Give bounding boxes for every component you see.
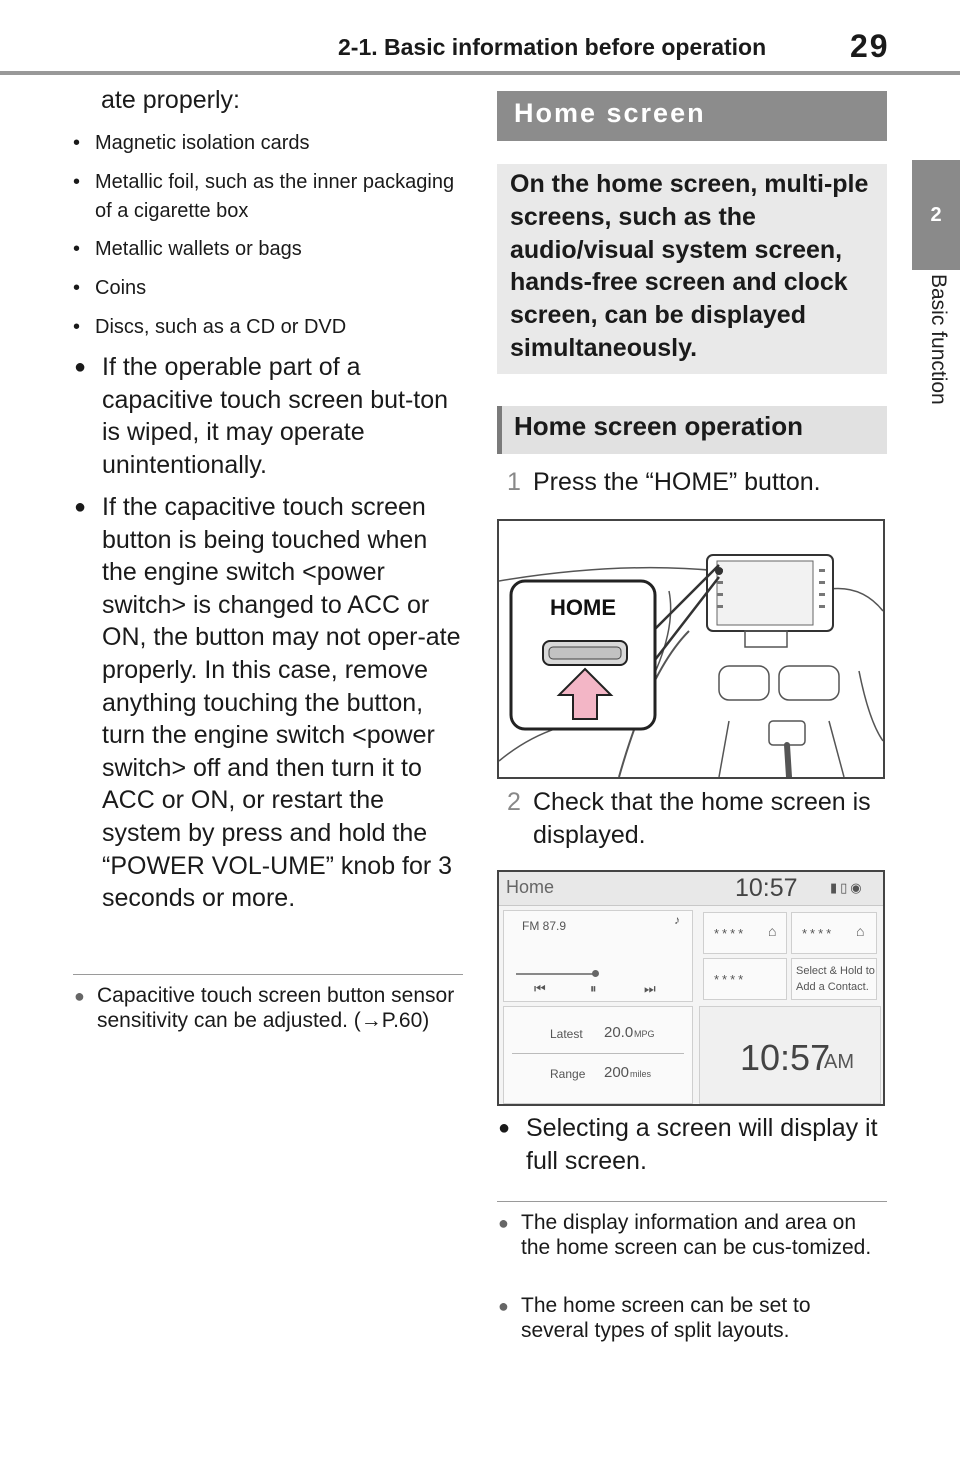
eco-panel[interactable]	[503, 1006, 693, 1104]
bullet-icon: •	[73, 171, 81, 193]
contact-name: ****	[714, 972, 747, 987]
note-divider	[73, 974, 463, 975]
am-indicator: AM	[824, 1051, 854, 1073]
add-contact-line2: Add a Contact.	[796, 981, 869, 993]
list-item-text: Metallic foil, such as the inner packaging of a cigarette box	[95, 171, 455, 222]
clock-panel[interactable]	[699, 1006, 881, 1104]
paragraph-text: If the operable part of a capacitive touch screen but-ton is wiped, it may operate unintentionally.	[102, 353, 449, 479]
latest-label: Latest	[550, 1027, 583, 1041]
section-intro: On the home screen, multi-ple screens, such as the audio/visual system screen, hands-free screen and clock screen, can be displayed simultaneously.	[497, 164, 887, 374]
next-icon[interactable]: ⏭	[644, 981, 656, 996]
note-bullet-icon: ●	[498, 1296, 509, 1316]
home-icon: ⌂	[856, 923, 865, 939]
home-button-label: HOME	[550, 595, 616, 620]
bullet-icon: •	[73, 132, 81, 154]
step-number: 2	[507, 788, 521, 816]
note-bullet-icon: ●	[498, 1213, 509, 1233]
step-text: Check that the home screen is displayed.	[533, 788, 871, 849]
note-bullet-icon: ●	[74, 986, 85, 1006]
favorite-contact-3[interactable]	[703, 958, 787, 1000]
audio-panel[interactable]	[503, 910, 693, 1002]
header-rule	[0, 71, 960, 75]
list-item-text: Metallic wallets or bags	[95, 238, 302, 260]
paragraph-text: Selecting a screen will display it full screen.	[526, 1114, 878, 1175]
eco-divider	[512, 1053, 684, 1054]
bullet-icon: •	[73, 316, 81, 338]
note-text: The home screen can be set to several types of split layouts.	[521, 1294, 811, 1342]
range-unit: miles	[630, 1069, 652, 1079]
add-contact-slot[interactable]	[791, 958, 877, 1000]
latest-unit: MPG	[634, 1029, 655, 1039]
paragraph-text: If the capacitive touch screen button is being touched when the engine switch <power switch> is changed to ACC or ON, the button may not oper-ate properly. In this case, remove anything touching the button, turn the engine switch <power switch> off and then turn it to ACC or ON, or restart the system by press and hold the “POWER VOL-UME” knob for 3 seconds or more.	[102, 493, 461, 913]
favorite-contact-1[interactable]	[703, 912, 787, 954]
range-label: Range	[550, 1067, 586, 1081]
status-clock: 10:57	[735, 874, 798, 902]
subsection-title: Home screen operation	[497, 406, 887, 454]
note-text: The display information and area on the home screen can be cus-tomized.	[521, 1211, 872, 1259]
circle-bullet-icon: ●	[498, 1117, 511, 1139]
dashboard-illustration	[499, 521, 883, 777]
progress-knob	[592, 970, 599, 977]
music-note-icon: ♪	[674, 913, 680, 927]
latest-value: 20.0	[604, 1024, 634, 1041]
bullet-icon: •	[73, 238, 81, 260]
page-number: 29	[850, 28, 890, 64]
circle-bullet-icon: ●	[74, 496, 87, 518]
range-value: 200	[604, 1064, 630, 1081]
note-text: Capacitive touch screen button sensor sensitivity can be adjusted. (→P.60)	[97, 984, 455, 1032]
contact-name: ****	[802, 926, 835, 941]
pause-icon[interactable]: ⏸	[590, 981, 597, 996]
note-divider	[497, 1201, 887, 1202]
status-bar	[499, 872, 885, 906]
radio-station: FM 87.9	[522, 919, 567, 933]
contact-name: ****	[714, 926, 747, 941]
home-screen-figure	[497, 870, 885, 1106]
step-number: 1	[507, 468, 521, 496]
bullet-icon: •	[73, 277, 81, 299]
favorite-contact-2[interactable]	[791, 912, 877, 954]
section-title: Home screen	[497, 91, 887, 141]
progress-bar	[516, 973, 596, 975]
home-icon: ⌂	[768, 923, 777, 939]
continuation-text: ate properly:	[101, 86, 240, 114]
list-item-text: Magnetic isolation cards	[95, 132, 310, 154]
home-screen	[499, 872, 885, 1106]
home-title: Home	[506, 877, 555, 897]
chapter-label: Basic function	[927, 274, 950, 405]
add-contact-line1: Select & Hold to	[796, 965, 875, 977]
dashboard-figure	[497, 519, 885, 779]
circle-bullet-icon: ●	[74, 356, 87, 378]
list-item-text: Coins	[95, 277, 147, 299]
chapter-tab: 2	[912, 160, 960, 270]
section-heading: 2-1. Basic information before operation	[338, 34, 767, 60]
big-clock: 10:57	[740, 1037, 831, 1078]
list-item-text: Discs, such as a CD or DVD	[95, 316, 347, 338]
signal-icon: ▮▯◉	[830, 880, 865, 895]
previous-icon[interactable]: ⏮	[534, 981, 546, 996]
step-text: Press the “HOME” button.	[533, 468, 821, 496]
